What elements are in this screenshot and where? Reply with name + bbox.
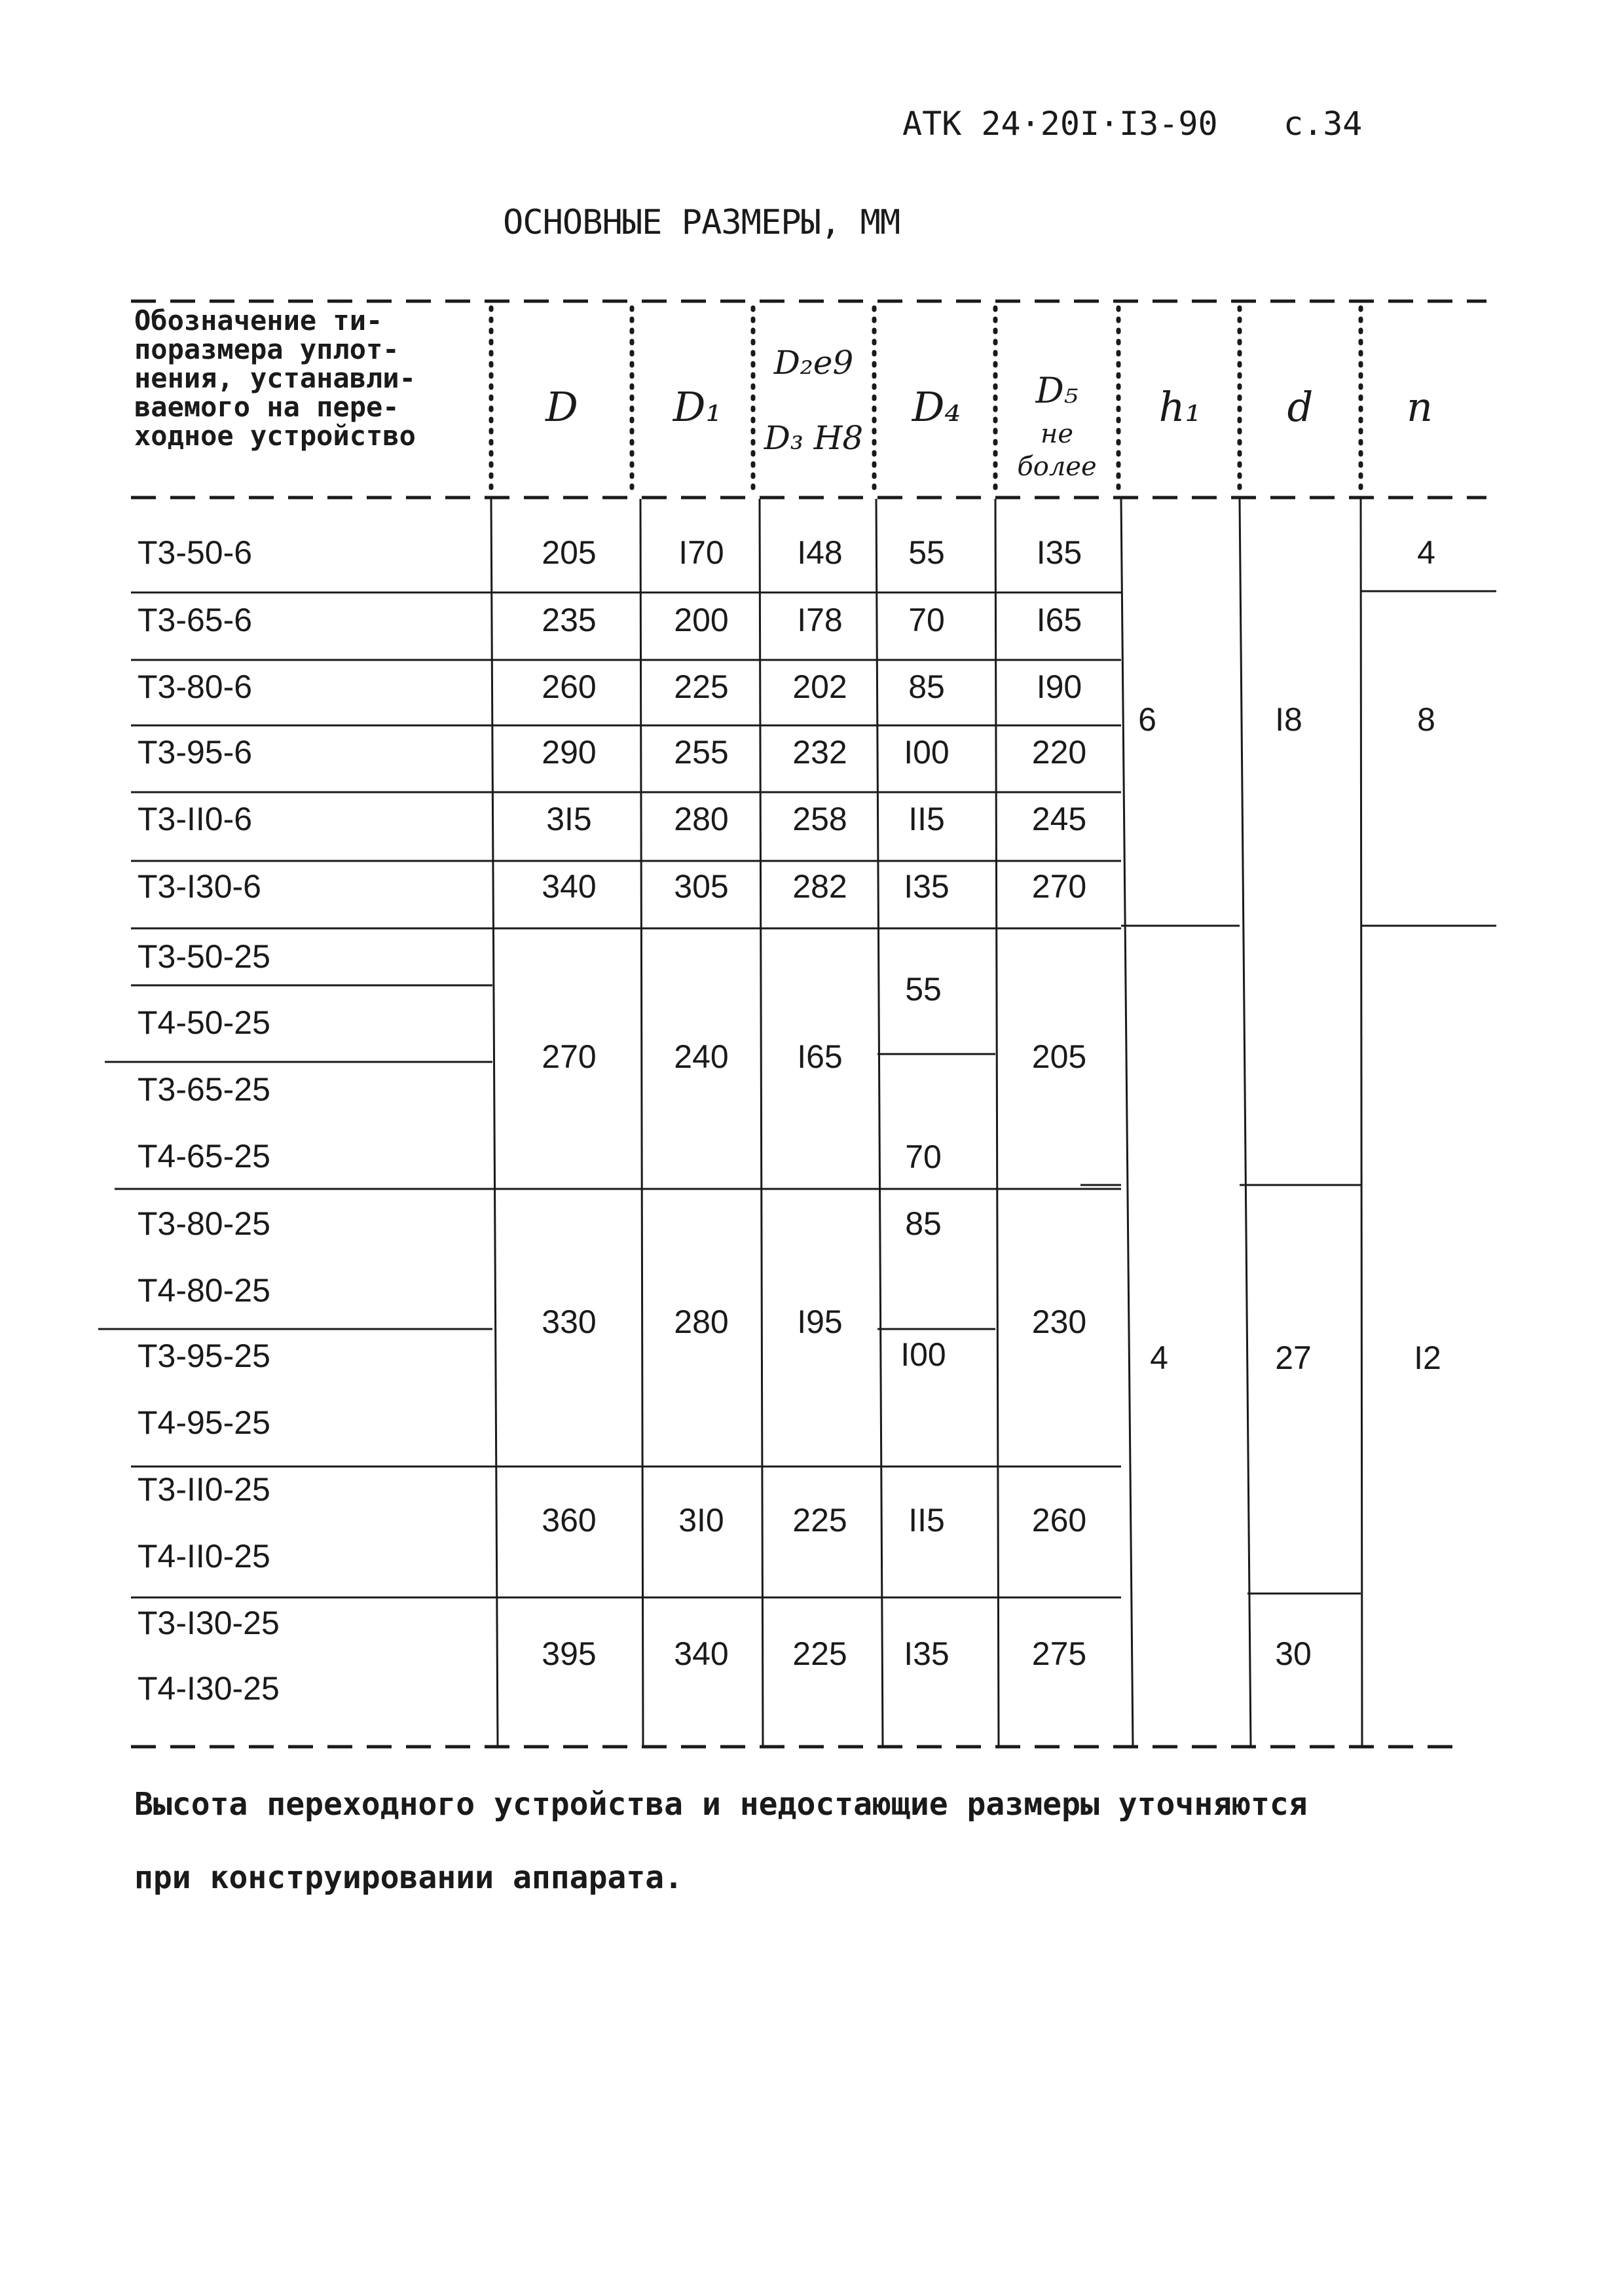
column-header-D4: D₄ (912, 383, 961, 431)
cell-D2: 282 (792, 868, 847, 905)
column-header-n: n (1407, 383, 1433, 431)
column-header-D: D (545, 383, 578, 431)
column-header-D3: D₃ H8 (764, 419, 864, 457)
cell-D1: I70 (678, 534, 724, 571)
row-designation: Т3-I30-25 (138, 1605, 280, 1641)
column-line (1240, 499, 1251, 1747)
column-header-D5-note-line1: не (1040, 419, 1074, 449)
column-line (1361, 499, 1362, 1747)
cell-D1: 200 (674, 602, 729, 638)
column-header-D5-note-line2: более (1017, 452, 1097, 482)
row-designation: Т4-50-25 (138, 1004, 270, 1041)
n-first-value: 4 (1417, 534, 1435, 571)
cell-D4: II5 (908, 801, 945, 837)
group4-D5: 275 (1031, 1635, 1087, 1672)
cell-D2: 232 (792, 734, 847, 771)
row-designation: Т3-50-25 (138, 938, 270, 975)
cell-D1: 280 (674, 801, 729, 837)
cell-D5: I65 (1036, 602, 1082, 638)
column-line (491, 499, 498, 1747)
row-designation: Т3-II0-6 (138, 801, 253, 837)
row-designation: Т3-65-25 (138, 1071, 270, 1108)
cell-D5: I35 (1036, 534, 1082, 571)
cell-D1: 305 (674, 868, 729, 905)
cell-D4: I35 (904, 868, 950, 905)
row-designation: Т4-I30-25 (138, 1670, 280, 1707)
group1-D: 270 (542, 1038, 597, 1075)
note-line-2: при конструировании аппарата. (134, 1859, 684, 1896)
cell-D2: I78 (797, 602, 843, 638)
cell-D: 205 (542, 534, 597, 571)
row-designation: Т3-80-25 (138, 1205, 270, 1242)
group1-D1: 240 (674, 1038, 729, 1075)
column-header-D5: D₅ (1035, 370, 1079, 411)
group3-D1: 3I0 (678, 1502, 724, 1539)
row-designation: Т3-I30-6 (138, 868, 261, 905)
group4-D: 395 (542, 1635, 597, 1672)
column-header-h1: h₁ (1158, 383, 1202, 431)
group4-D4: I35 (904, 1635, 950, 1672)
cell-D2: 258 (792, 801, 847, 837)
d-bottom-value: 27 (1275, 1339, 1312, 1376)
cell-D4: 85 (908, 668, 945, 705)
cell-D: 290 (542, 734, 597, 771)
cell-D5: 220 (1031, 734, 1087, 771)
cell-D5: 245 (1031, 801, 1087, 837)
column-header-D2: D₂e9 (773, 344, 854, 382)
document-code: АТК 24·20I·I3-90 (902, 105, 1218, 143)
n-bottom-value: I2 (1414, 1339, 1441, 1376)
page-title: ОСНОВНЫЕ РАЗМЕРЫ, ММ (503, 203, 900, 242)
h1-bottom-value: 4 (1150, 1339, 1168, 1376)
row-designation: Т3-95-25 (138, 1338, 270, 1374)
row-designation: Т4-95-25 (138, 1404, 270, 1441)
n-rest-value: 8 (1417, 701, 1435, 738)
cell-D1: 255 (674, 734, 729, 771)
group1-D5: 205 (1031, 1038, 1087, 1075)
group2-D2: I95 (797, 1303, 843, 1340)
group3-D4: II5 (908, 1502, 945, 1539)
row-designation: Т3-80-6 (138, 668, 253, 705)
cell-D4: 70 (908, 602, 945, 638)
row-designation: Т3-95-6 (138, 734, 253, 771)
cell-D: 3I5 (546, 801, 592, 837)
column-header-d: d (1287, 383, 1314, 431)
group2-D1: 280 (674, 1303, 729, 1340)
group4-D2: 225 (792, 1635, 847, 1672)
cell-D5: 270 (1031, 868, 1087, 905)
group1-D4a: 55 (905, 971, 942, 1008)
group3-D: 360 (542, 1502, 597, 1539)
group1-D4b: 70 (905, 1139, 942, 1175)
row-designation: Т3-50-6 (138, 534, 253, 571)
cell-D5: I90 (1036, 668, 1082, 705)
row-designation: Т3-65-6 (138, 602, 253, 638)
row-designation: Т4-80-25 (138, 1272, 270, 1309)
cell-D: 340 (542, 868, 597, 905)
column-header-D1: D₁ (673, 383, 722, 431)
d-last-value: 30 (1275, 1635, 1312, 1672)
cell-D: 260 (542, 668, 597, 705)
group4-D1: 340 (674, 1635, 729, 1672)
group2-D: 330 (542, 1303, 597, 1340)
group2-D4b: I00 (900, 1336, 946, 1373)
cell-D4: I00 (904, 734, 950, 771)
designation-header: Обозначение ти- поразмера уплот- нения, устанавли- ваемого на пере- ходное устройство (134, 304, 416, 452)
d-top-value: I8 (1275, 701, 1302, 738)
group2-D5: 230 (1031, 1303, 1087, 1340)
row-designation: Т4-65-25 (138, 1138, 270, 1175)
cell-D2: 202 (792, 668, 847, 705)
cell-D4: 55 (908, 534, 945, 571)
row-designation: Т3-II0-25 (138, 1471, 270, 1508)
group1-D2: I65 (797, 1038, 843, 1075)
cell-D2: I48 (797, 534, 843, 571)
cell-D: 235 (542, 602, 597, 638)
page-number: с.34 (1283, 105, 1363, 143)
cell-D1: 225 (674, 668, 729, 705)
group3-D2: 225 (792, 1502, 847, 1539)
h1-top-value: 6 (1138, 701, 1156, 738)
group3-D5: 260 (1031, 1502, 1087, 1539)
row-designation: Т4-II0-25 (138, 1538, 270, 1575)
column-line (1121, 499, 1133, 1747)
group2-D4a: 85 (905, 1205, 942, 1242)
note-line-1: Высота переходного устройства и недостающие размеры уточняются (134, 1786, 1308, 1823)
